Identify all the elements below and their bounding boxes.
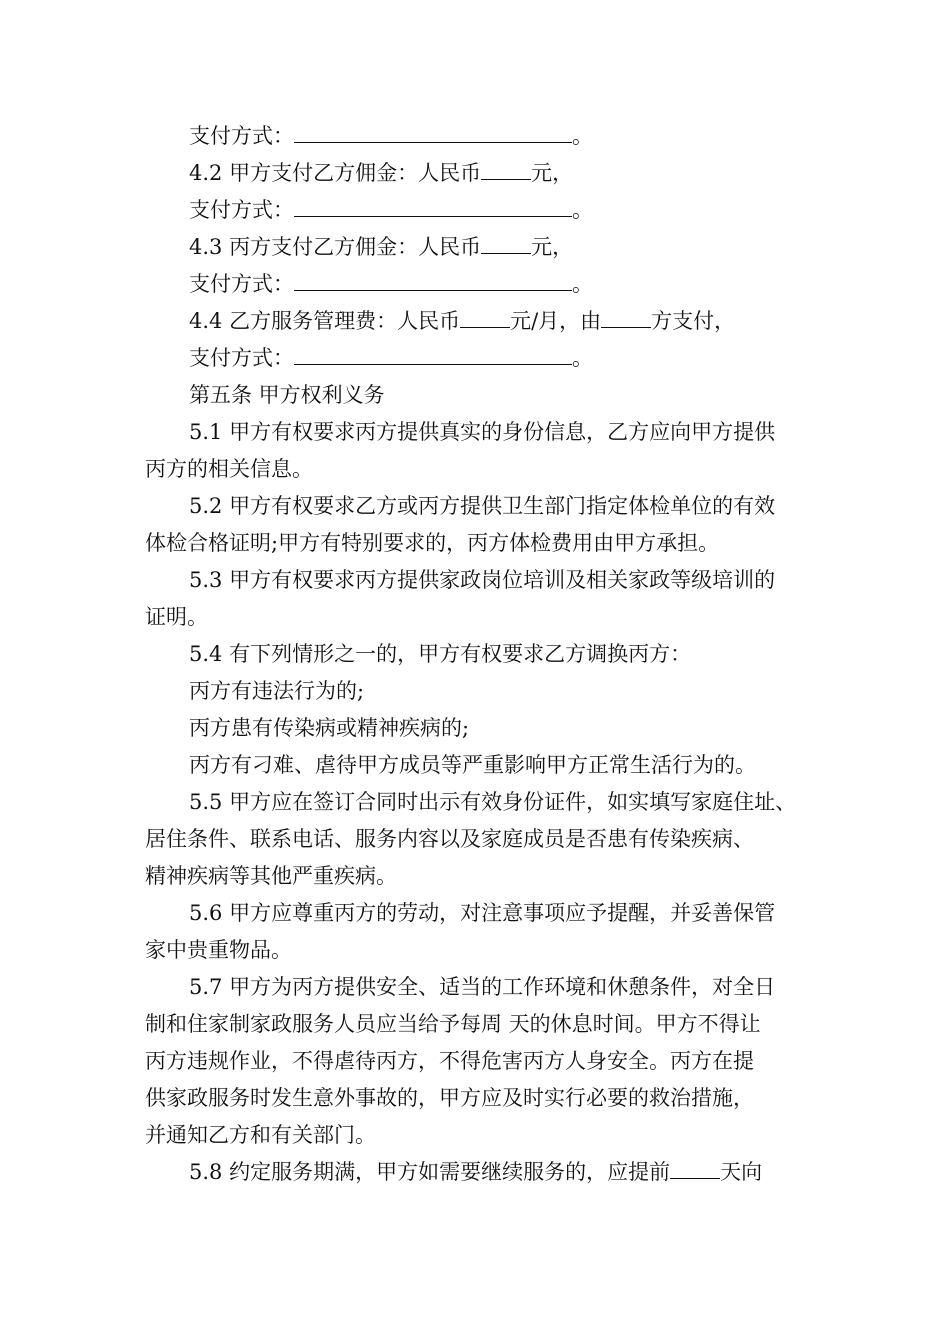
clause-5-7: 5.7 甲方为丙方提供安全、适当的工作环境和休憩条件，对全日 [189,975,776,999]
clause-5-4-item-2: 丙方患有传染病或精神疾病的; [189,716,470,740]
payment-method-blank[interactable] [294,196,572,217]
clause-5-4-item-3: 丙方有刁难、虐待甲方成员等严重影响甲方正常生活行为的。 [189,753,756,777]
payer-blank[interactable] [601,307,651,328]
clause-5-7-cont-4: 并通知乙方和有关部门。 [145,1123,376,1147]
clause-5-7-cont-2: 丙方违规作业，不得虐待丙方，不得危害丙方人身安全。丙方在提 [145,1049,754,1073]
commission-amount-blank[interactable] [481,159,531,180]
article-5-heading: 第五条 甲方权利义务 [189,383,385,407]
clause-5-4-item-1: 丙方有违法行为的; [189,679,365,703]
payment-method-blank[interactable] [294,122,572,143]
payment-method-blank[interactable] [294,270,572,291]
commission-amount-blank[interactable] [481,233,531,254]
payment-method-line-2: 支付方式： 。 [189,198,593,222]
clause-5-8: 5.8 约定服务期满，甲方如需要继续服务的，应提前 天向 [189,1160,763,1184]
contract-body [145,118,815,1191]
clause-5-7-cont-3: 供家政服务时发生意外事故的，甲方应及时实行必要的救治措施， [145,1086,754,1110]
clause-5-6-cont: 家中贵重物品。 [145,938,292,962]
clause-5-6: 5.6 甲方应尊重丙方的劳动，对注意事项应予提醒，并妥善保管 [189,901,776,925]
notice-days-blank[interactable] [670,1158,720,1179]
clause-5-3: 5.3 甲方有权要求丙方提供家政岗位培训及相关家政等级培训的 [189,568,776,592]
clause-5-2-cont: 体检合格证明;甲方有特别要求的，丙方体检费用由甲方承担。 [145,531,720,555]
management-fee-blank[interactable] [460,307,510,328]
payment-method-blank[interactable] [294,344,572,365]
clause-5-4: 5.4 有下列情形之一的，甲方有权要求乙方调换丙方： [189,642,692,666]
clause-5-7-cont-1: 制和住家制家政服务人员应当给予每周 天的休息时间。甲方不得让 [145,1012,761,1036]
payment-method-line-1: 支付方式： 。 [189,124,593,148]
payment-method-line-3: 支付方式： 。 [189,272,593,296]
clause-4-2: 4.2 甲方支付乙方佣金：人民币 元， [189,161,574,185]
payment-method-line-4: 支付方式： 。 [189,346,593,370]
clause-4-4: 4.4 乙方服务管理费：人民币 元/月，由 方支付， [189,309,736,333]
clause-5-5-cont-2: 精神疾病等其他严重疾病。 [145,864,397,888]
clause-5-1-cont: 丙方的相关信息。 [145,457,313,481]
clause-5-2: 5.2 甲方有权要求乙方或丙方提供卫生部门指定体检单位的有效 [189,494,776,518]
clause-4-3: 4.3 丙方支付乙方佣金：人民币 元， [189,235,574,259]
clause-5-5: 5.5 甲方应在签订合同时出示有效身份证件，如实填写家庭住址、 [189,790,797,814]
clause-5-3-cont: 证明。 [145,605,208,629]
clause-5-1: 5.1 甲方有权要求丙方提供真实的身份信息，乙方应向甲方提供 [189,420,776,444]
clause-5-5-cont-1: 居住条件、联系电话、服务内容以及家庭成员是否患有传染疾病、 [145,827,754,851]
